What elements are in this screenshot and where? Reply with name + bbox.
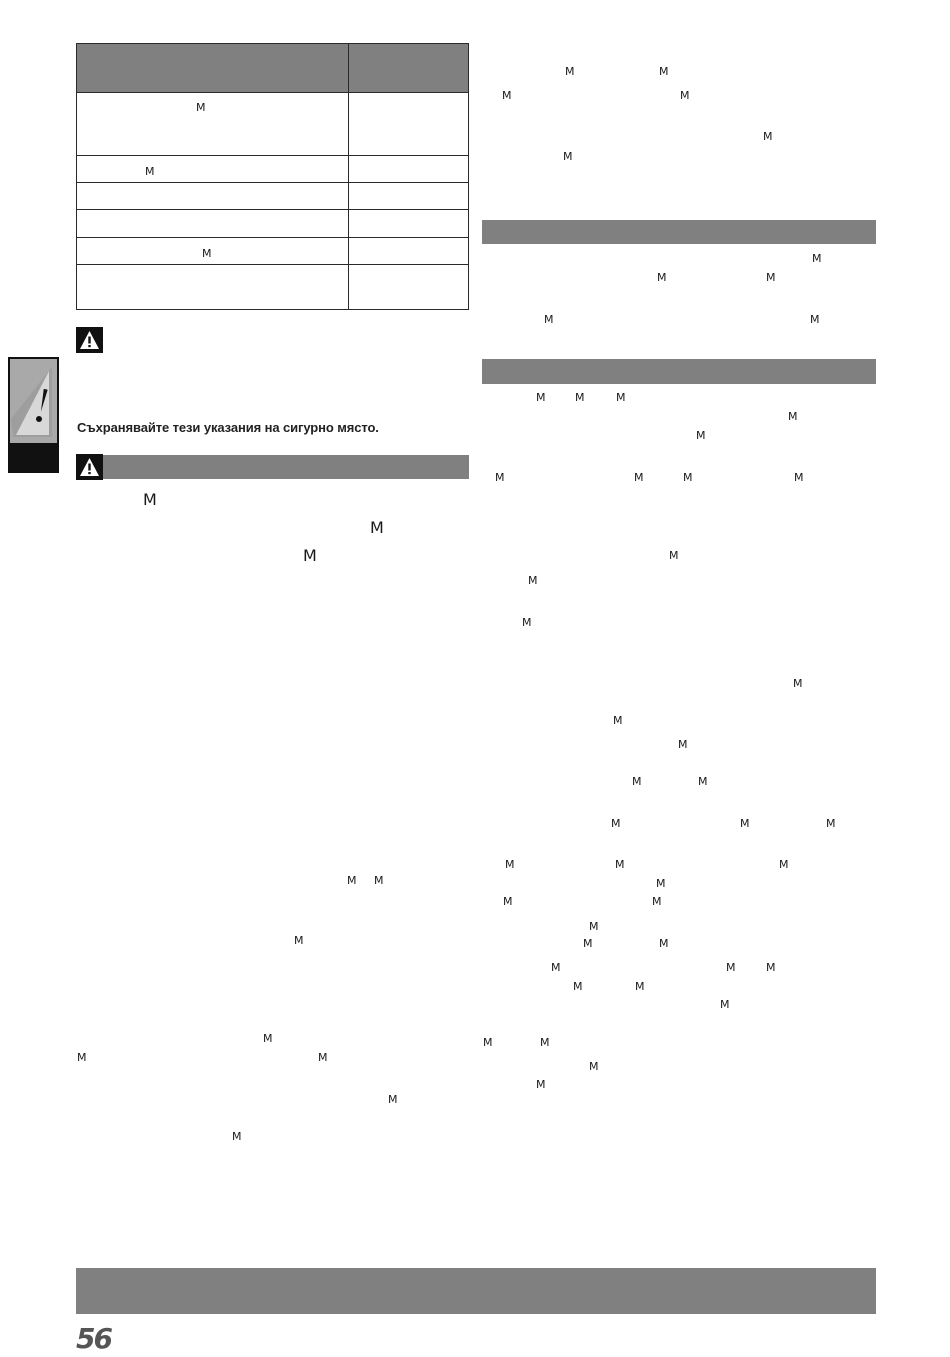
glyph-m: M	[632, 775, 642, 788]
glyph-m: M	[565, 65, 575, 78]
glyph-m: M	[370, 518, 384, 537]
glyph-m: M	[303, 546, 317, 565]
glyph-m: M	[726, 961, 736, 974]
glyph-m: M	[536, 391, 546, 404]
glyph-m: M	[812, 252, 822, 265]
glyph-m: M	[683, 471, 693, 484]
glyph-m: M	[563, 150, 573, 163]
glyph-m: M	[613, 714, 623, 727]
glyph-m: M	[483, 1036, 493, 1049]
exclamation-triangle-icon	[8, 357, 59, 473]
glyph-m: M	[810, 313, 820, 326]
glyph-m: M	[634, 471, 644, 484]
glyph-m: M	[573, 980, 583, 993]
table-row	[77, 183, 469, 210]
glyph-m: M	[232, 1130, 242, 1143]
glyph-m: M	[522, 616, 532, 629]
glyph-m: M	[635, 980, 645, 993]
glyph-m: M	[589, 920, 599, 933]
glyph-m: M	[263, 1032, 273, 1045]
glyph-m: M	[615, 858, 625, 871]
glyph-m: M	[294, 934, 304, 947]
table-row	[77, 238, 469, 265]
glyph-m: M	[616, 391, 626, 404]
glyph-m: M	[318, 1051, 328, 1064]
glyph-m: M	[659, 937, 669, 950]
glyph-m: M	[656, 877, 666, 890]
glyph-m: M	[826, 817, 836, 830]
glyph-m: M	[793, 677, 803, 690]
glyph-m: M	[528, 574, 538, 587]
footer-bar	[76, 1268, 876, 1314]
glyph-m: M	[503, 895, 513, 908]
glyph-m: M	[680, 89, 690, 102]
glyph-m: M	[575, 391, 585, 404]
spec-table	[76, 43, 469, 310]
table-row	[77, 156, 469, 183]
page-number: 56	[76, 1322, 111, 1355]
section-bar	[103, 455, 469, 479]
warning-triangle-icon	[76, 454, 103, 480]
table-row	[77, 265, 469, 310]
glyph-m: M	[202, 247, 212, 260]
glyph-m: M	[788, 410, 798, 423]
glyph-m: M	[544, 313, 554, 326]
glyph-m: M	[145, 165, 155, 178]
glyph-m: M	[77, 1051, 87, 1064]
glyph-m: M	[766, 961, 776, 974]
glyph-m: M	[657, 271, 667, 284]
glyph-m: M	[669, 549, 679, 562]
glyph-m: M	[740, 817, 750, 830]
glyph-m: M	[659, 65, 669, 78]
section-bar	[482, 220, 876, 244]
table-row	[77, 93, 469, 156]
glyph-m: M	[652, 895, 662, 908]
glyph-m: M	[505, 858, 515, 871]
side-chapter-tab	[8, 357, 59, 473]
glyph-m: M	[779, 858, 789, 871]
table-row	[77, 210, 469, 238]
glyph-m: M	[347, 874, 357, 887]
glyph-m: M	[502, 89, 512, 102]
glyph-m: M	[374, 874, 384, 887]
glyph-m: M	[388, 1093, 398, 1106]
glyph-m: M	[196, 101, 206, 114]
glyph-m: M	[698, 775, 708, 788]
section-bar	[482, 359, 876, 384]
warning-triangle-icon	[76, 327, 103, 353]
glyph-m: M	[720, 998, 730, 1011]
glyph-m: M	[611, 817, 621, 830]
safety-note: Съхранявайте тези указания на сигурно място.	[77, 420, 379, 435]
table-header-row	[77, 44, 469, 93]
glyph-m: M	[143, 490, 157, 509]
glyph-m: M	[696, 429, 706, 442]
glyph-m: M	[766, 271, 776, 284]
glyph-m: M	[678, 738, 688, 751]
glyph-m: M	[540, 1036, 550, 1049]
glyph-m: M	[551, 961, 561, 974]
glyph-m: M	[495, 471, 505, 484]
glyph-m: M	[763, 130, 773, 143]
glyph-m: M	[536, 1078, 546, 1091]
glyph-m: M	[583, 937, 593, 950]
glyph-m: M	[794, 471, 804, 484]
glyph-m: M	[589, 1060, 599, 1073]
